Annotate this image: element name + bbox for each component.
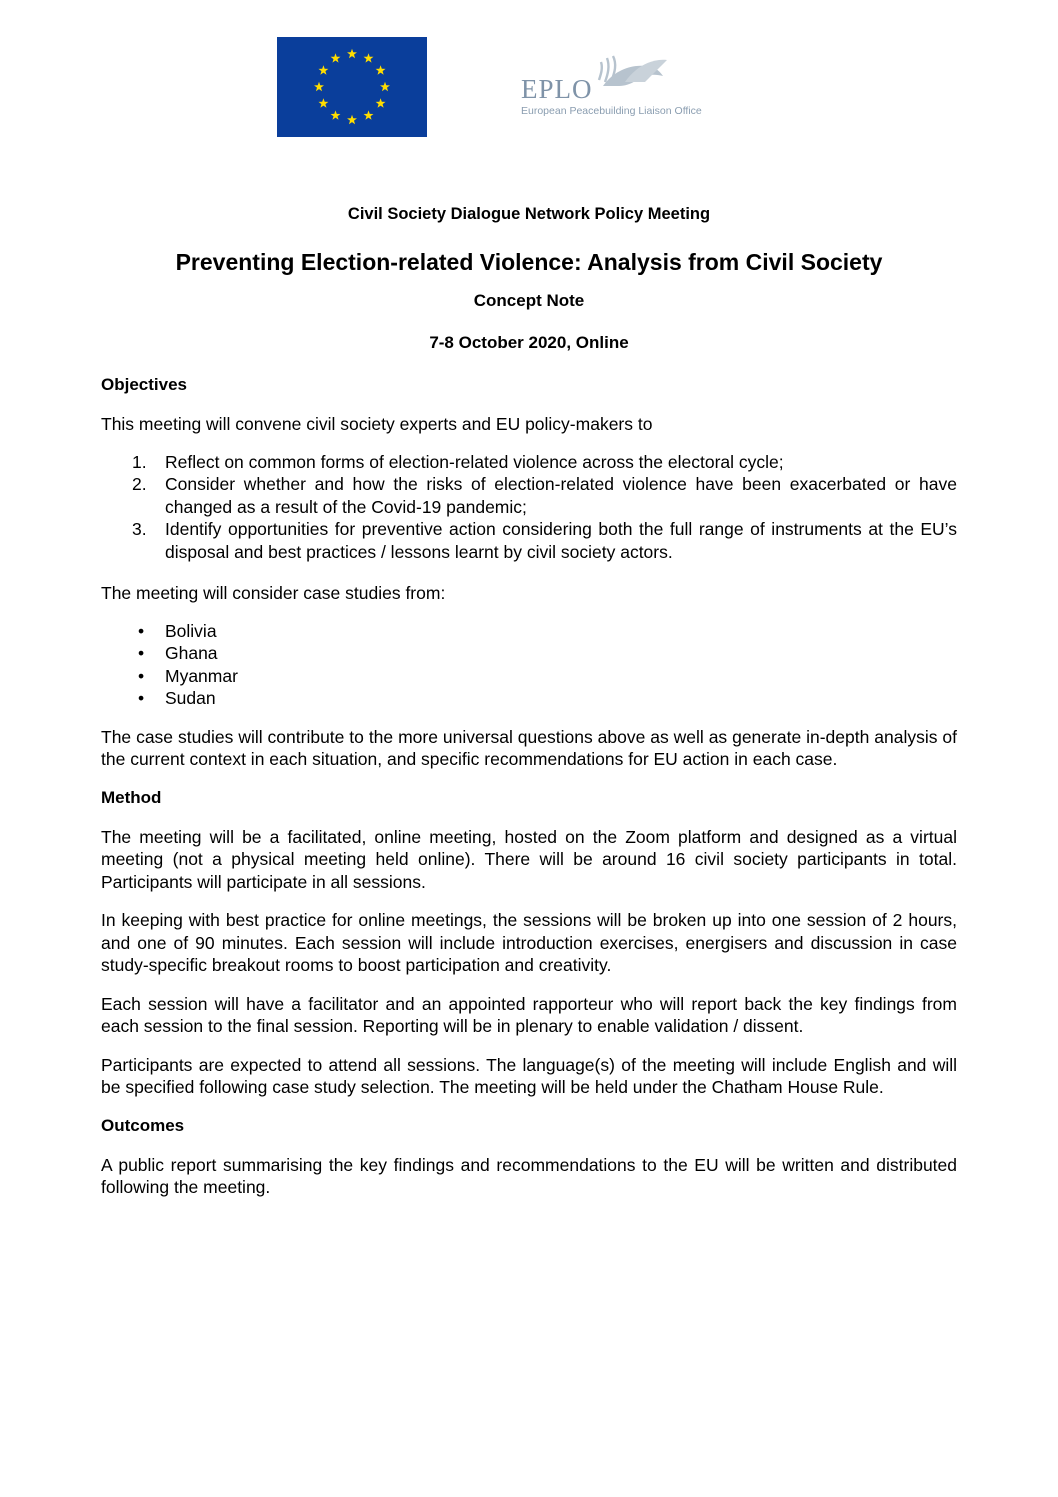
eu-star-icon bbox=[376, 98, 386, 107]
method-paragraph: Each session will have a facilitator and an appointed rapporteur who will report back the key findings from each session to the final session. Reporting will be in plenary to enable validation / dissent. bbox=[101, 993, 957, 1036]
objective-number: 2. bbox=[132, 474, 147, 494]
eu-star-icon bbox=[347, 49, 357, 58]
eu-star-icon bbox=[318, 98, 328, 107]
meeting-title: Civil Society Dialogue Network Policy Meeting bbox=[347, 205, 711, 223]
eu-star-icon bbox=[318, 65, 328, 74]
method-heading: Method bbox=[101, 787, 162, 807]
eu-star-icon bbox=[376, 65, 386, 74]
objective-number: 1. bbox=[132, 451, 147, 472]
objective-item bbox=[101, 473, 957, 518]
bullet-icon: • bbox=[138, 665, 145, 686]
case-study-item bbox=[101, 665, 957, 688]
case-studies-outro: The case studies will contribute to the more universal questions above as well as generate in-depth analysis of the current context in each situation, and specific recommendations for EU action in each case. bbox=[101, 726, 957, 769]
logo-bar bbox=[277, 37, 737, 137]
event-dates: 7-8 October 2020, Online bbox=[429, 333, 629, 352]
case-study-name: Sudan bbox=[165, 688, 216, 708]
objective-text: Reflect on common forms of election-related violence across the electoral cycle; bbox=[165, 451, 784, 472]
bullet-icon: • bbox=[138, 643, 145, 663]
document-body bbox=[101, 205, 957, 1199]
method-paragraph: In keeping with best practice for online meetings, the sessions will be broken up into one session of 2 hours, and one of 90 minutes. Each session will include introduction exercises, energisers and discussion in case study-specific breakout rooms to boost participation and creativity. bbox=[101, 910, 957, 975]
case-study-name: Myanmar bbox=[165, 665, 238, 686]
objectives-heading: Objectives bbox=[101, 375, 187, 394]
method-paragraph: The meeting will be a facilitated, online meeting, hosted on the Zoom platform and designed as a virtual meeting (not a physical meeting held online). There will be around 16 civil society participants in total. Participants will participate in all sessions. bbox=[101, 826, 957, 892]
method-paragraph: Participants are expected to attend all sessions. The language(s) of the meeting will include English and will be specified following case study selection. The meeting will be held under the Chatham House Rule. bbox=[101, 1054, 957, 1097]
objectives-list bbox=[101, 451, 957, 564]
concept-note-title: Concept Note bbox=[473, 291, 585, 310]
eu-star-icon bbox=[347, 115, 357, 124]
case-study-item bbox=[101, 687, 957, 710]
eu-star-icon bbox=[380, 82, 390, 91]
main-title: Preventing Election-related Violence: Analysis from Civil Society bbox=[175, 249, 883, 275]
eu-flag-logo bbox=[277, 37, 427, 137]
case-study-name: Ghana bbox=[165, 643, 218, 663]
objective-item bbox=[101, 451, 957, 474]
eu-star-icon bbox=[331, 110, 341, 119]
objectives-intro: This meeting will convene civil society experts and EU policy-makers to bbox=[101, 414, 653, 434]
eu-stars-icon bbox=[277, 37, 427, 137]
eu-star-icon bbox=[331, 53, 341, 62]
eplo-logo-text: EPLO bbox=[521, 74, 593, 104]
objective-item bbox=[101, 518, 957, 563]
objective-number: 3. bbox=[132, 519, 147, 539]
eplo-logo bbox=[521, 52, 733, 122]
objective-text: Consider whether and how the risks of election-related violence have been exacerbated or have changed as a result of the Covid-19 pandemic; bbox=[165, 474, 957, 517]
eu-star-icon bbox=[364, 53, 374, 62]
case-studies-intro: The meeting will consider case studies from: bbox=[101, 583, 446, 603]
objective-text: Identify opportunities for preventive action considering both the full range of instruments at the EU’s disposal and best practices / lessons learnt by civil society actors. bbox=[165, 519, 957, 562]
eu-star-icon bbox=[364, 110, 374, 119]
eplo-wordmark-icon bbox=[521, 52, 733, 122]
bullet-icon: • bbox=[138, 620, 145, 641]
outcomes-heading: Outcomes bbox=[101, 1115, 185, 1135]
case-study-name: Bolivia bbox=[165, 620, 217, 641]
case-studies-list bbox=[101, 620, 957, 710]
case-study-item bbox=[101, 642, 957, 665]
bullet-icon: • bbox=[138, 688, 145, 708]
case-study-item bbox=[101, 620, 957, 643]
eu-star-icon bbox=[314, 82, 324, 91]
outcomes-paragraph: A public report summarising the key findings and recommendations to the EU will be written and distributed following the meeting. bbox=[101, 1154, 957, 1197]
eplo-logo-subtitle: European Peacebuilding Liaison Office bbox=[521, 105, 702, 117]
